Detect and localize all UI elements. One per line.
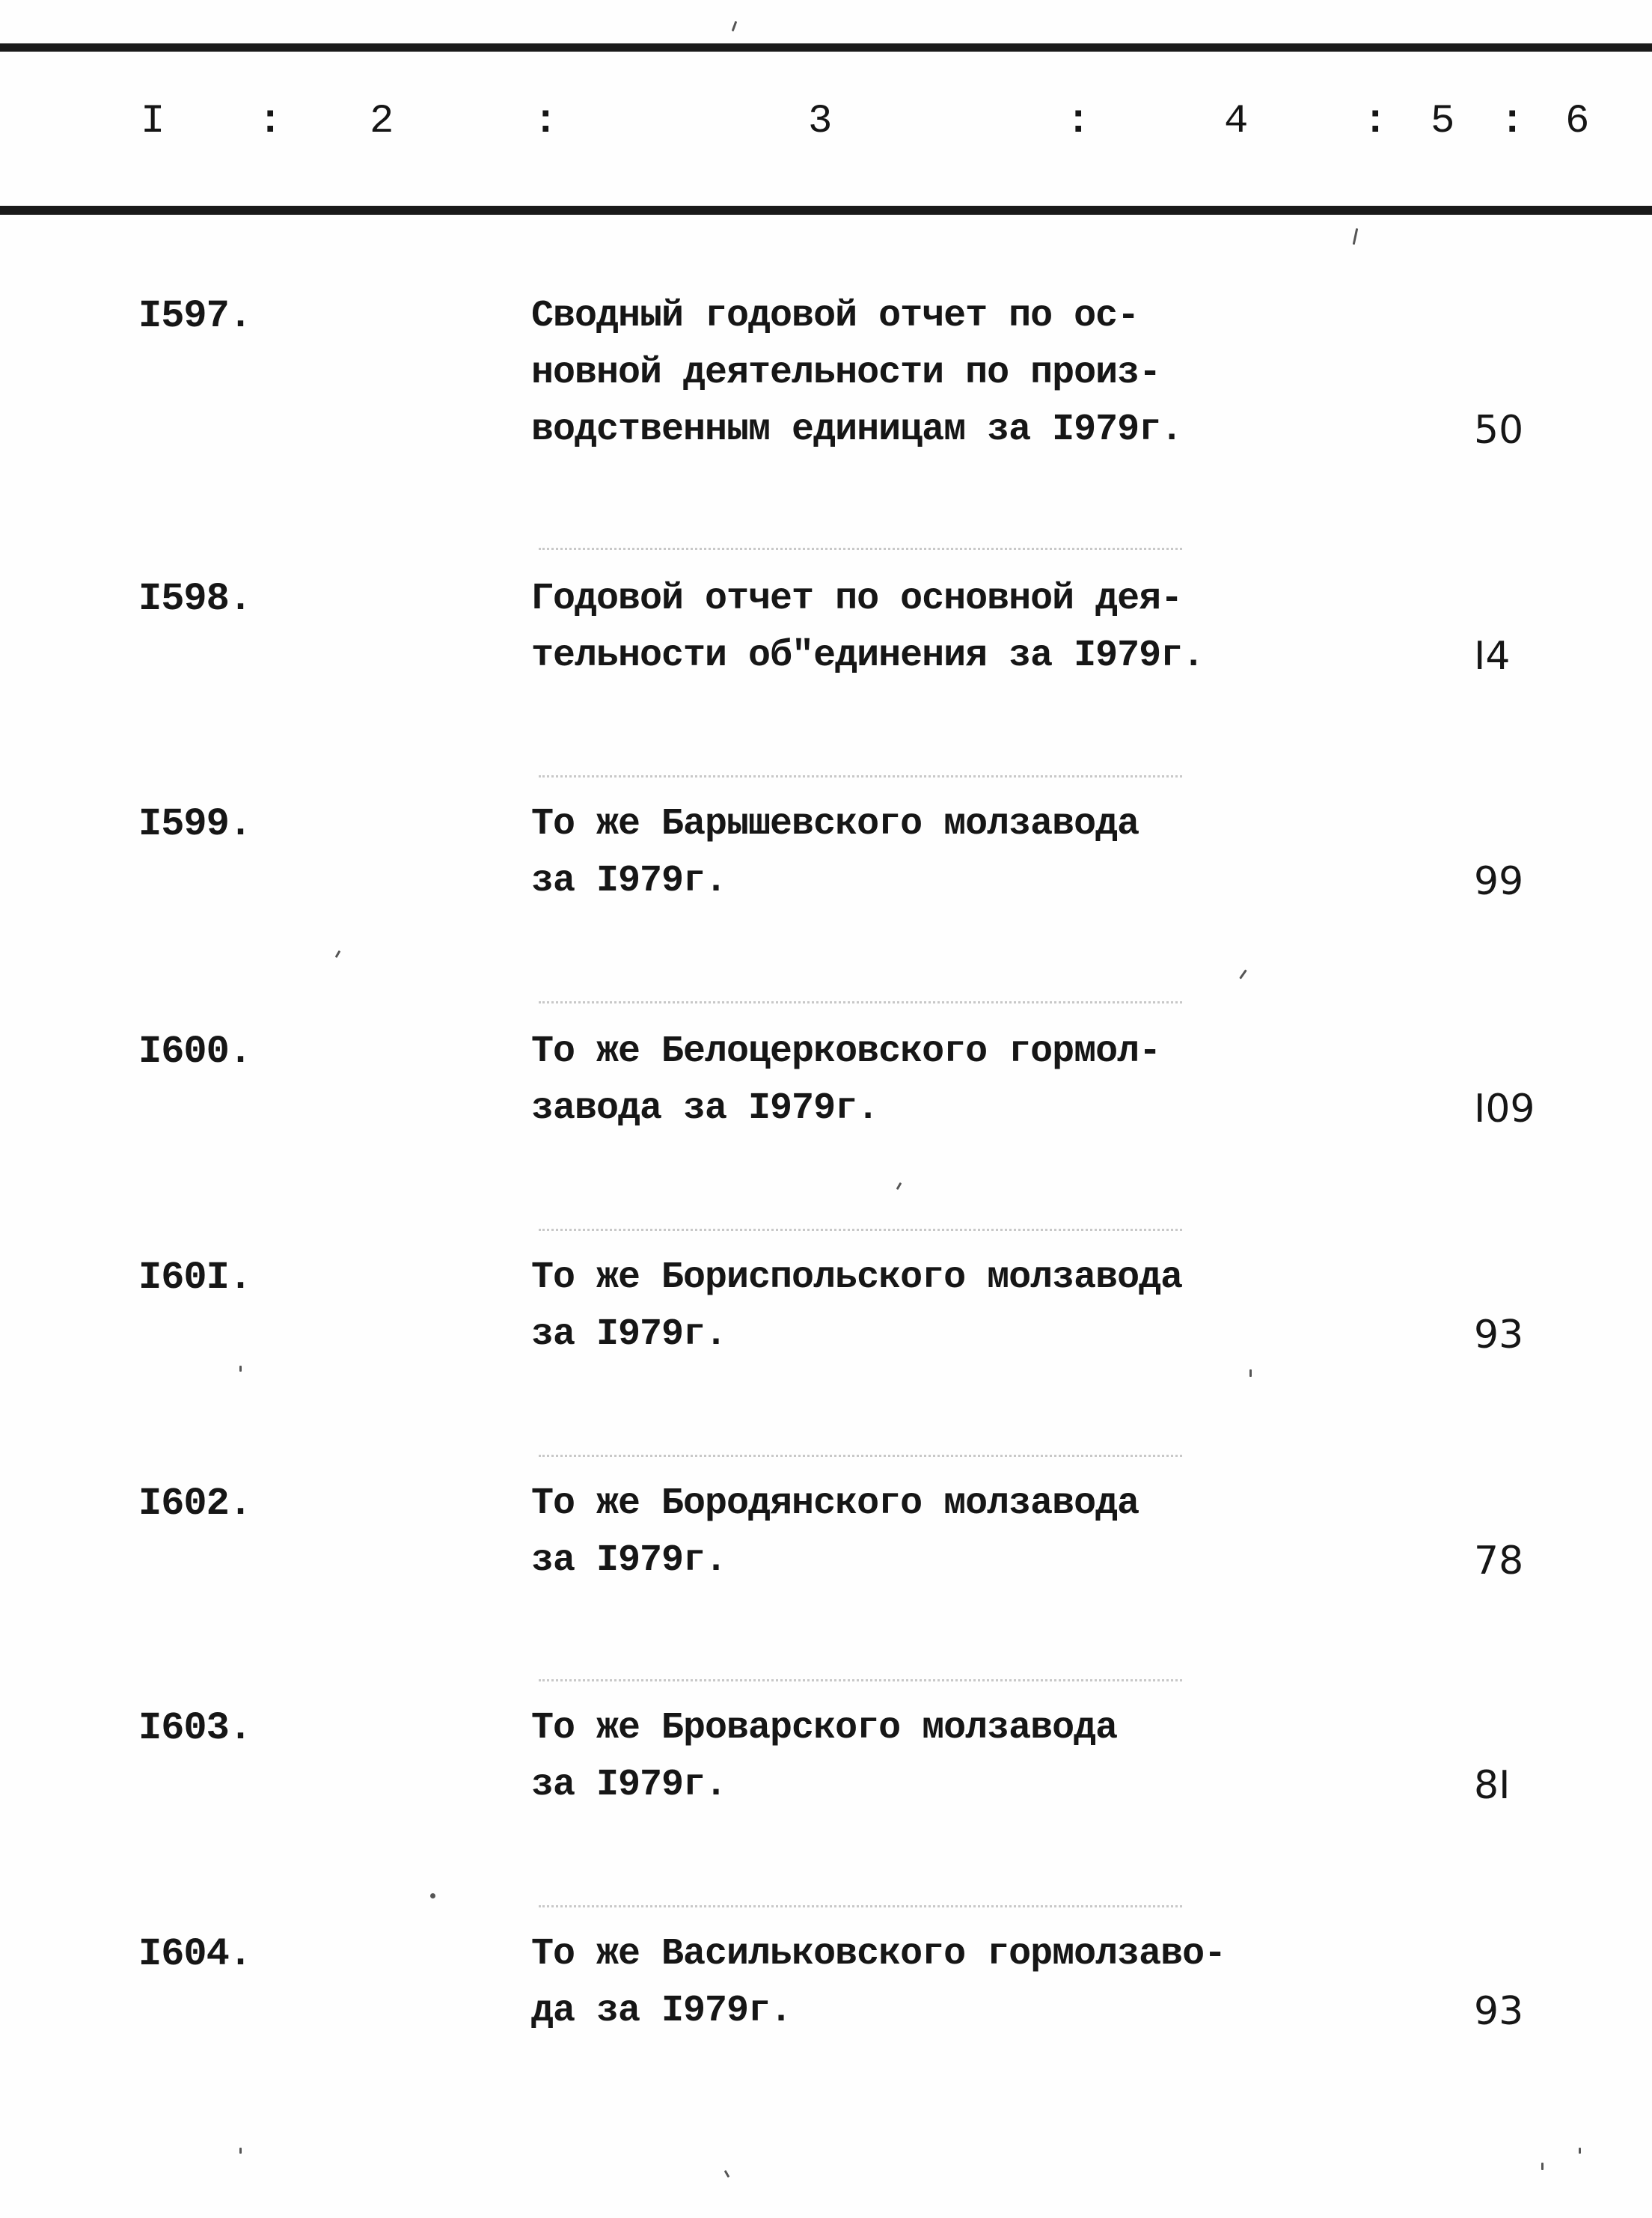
entry-number: I598.: [138, 577, 252, 621]
scan-speck: [896, 1182, 902, 1190]
dotted-separator: [539, 1679, 1182, 1684]
entry-title-line: за I979г.: [531, 1539, 727, 1582]
scan-speck: [724, 2170, 730, 2178]
entry-title: [531, 1476, 1317, 1589]
entry-page-count: 50: [1474, 408, 1524, 453]
dotted-separator: [539, 548, 1182, 553]
entry-page-count: 93: [1474, 1989, 1524, 2034]
column-header-5: 5: [1431, 99, 1455, 144]
dotted-separator: [539, 1001, 1182, 1006]
dotted-separator: [539, 1905, 1182, 1910]
column-separator: :: [533, 99, 558, 144]
entry-number: I599.: [138, 802, 252, 846]
column-header-3: 3: [808, 99, 833, 144]
column-separator: :: [1500, 99, 1525, 144]
scan-speck: [1249, 1369, 1252, 1377]
entry-title-line: Годовой отчет по основной дея-: [531, 578, 1183, 620]
entry-number: I602.: [138, 1482, 252, 1526]
entry-title-line: Сводный годовой отчет по ос-: [531, 295, 1139, 337]
scan-speck: [335, 950, 341, 958]
entry-title: [531, 288, 1317, 459]
header-bottom-rule: [0, 206, 1652, 215]
entry-title-line: То же Васильковского гормолзаво-: [531, 1933, 1226, 1976]
entry-title: [531, 1250, 1317, 1363]
entry-number: I597.: [138, 294, 252, 338]
entry-title: [531, 1700, 1317, 1814]
entry-title-line: То же Белоцерковского гормол-: [531, 1030, 1161, 1073]
entry-title-line: за I979г.: [531, 1764, 727, 1806]
entry-title-line: То же Бориспольского молзавода: [531, 1256, 1183, 1299]
entry-title: [531, 1024, 1317, 1137]
entry-page-count: I09: [1474, 1087, 1535, 1131]
entry-title: [531, 1926, 1317, 2040]
entry-title-line: да за I979г.: [531, 1990, 792, 2032]
entry-page-count: 99: [1474, 859, 1524, 904]
scan-speck: [1541, 2163, 1544, 2170]
scan-speck: [239, 1366, 242, 1372]
entry-title-line: водственным единицам за I979г.: [531, 409, 1183, 451]
entry-page-count: I4: [1474, 634, 1511, 679]
entry-title-line: за I979г.: [531, 1313, 727, 1356]
column-separator: :: [258, 99, 283, 144]
scan-speck: [732, 21, 738, 31]
header-top-rule: [0, 43, 1652, 52]
entry-title-line: завода за I979г.: [531, 1087, 879, 1130]
dotted-separator: [539, 775, 1182, 780]
entry-title: [531, 796, 1317, 910]
entry-title-line: То же Барышевского молзавода: [531, 803, 1139, 846]
entry-number: I604.: [138, 1932, 252, 1976]
entry-page-count: 78: [1474, 1539, 1524, 1583]
column-header-6: 6: [1565, 99, 1590, 144]
entry-title-line: То же Броварского молзавода: [531, 1707, 1118, 1750]
column-header-4: 4: [1224, 99, 1249, 144]
entry-title-line: То же Бородянского молзавода: [531, 1482, 1139, 1525]
column-separator: :: [1363, 99, 1388, 144]
column-header-2: 2: [370, 99, 394, 144]
entry-page-count: 93: [1474, 1313, 1524, 1357]
entry-number: I60I.: [138, 1256, 252, 1300]
entry-number: I603.: [138, 1706, 252, 1750]
entry-number: I600.: [138, 1030, 252, 1074]
scan-speck: [430, 1893, 435, 1898]
column-header-1: I: [141, 99, 165, 144]
dotted-separator: [539, 1455, 1182, 1460]
scan-speck: [1353, 228, 1359, 245]
scan-speck: [1239, 969, 1246, 979]
dotted-separator: [539, 1229, 1182, 1234]
entry-title: [531, 571, 1317, 685]
entry-title-line: тельности об"единения за I979г.: [531, 635, 1205, 677]
column-separator: :: [1066, 99, 1091, 144]
scan-speck: [239, 2148, 242, 2154]
entry-title-line: новной деятельности по произ-: [531, 352, 1161, 394]
entry-page-count: 8I: [1474, 1763, 1511, 1808]
entry-title-line: за I979г.: [531, 860, 727, 902]
scan-speck: [1579, 2148, 1581, 2154]
